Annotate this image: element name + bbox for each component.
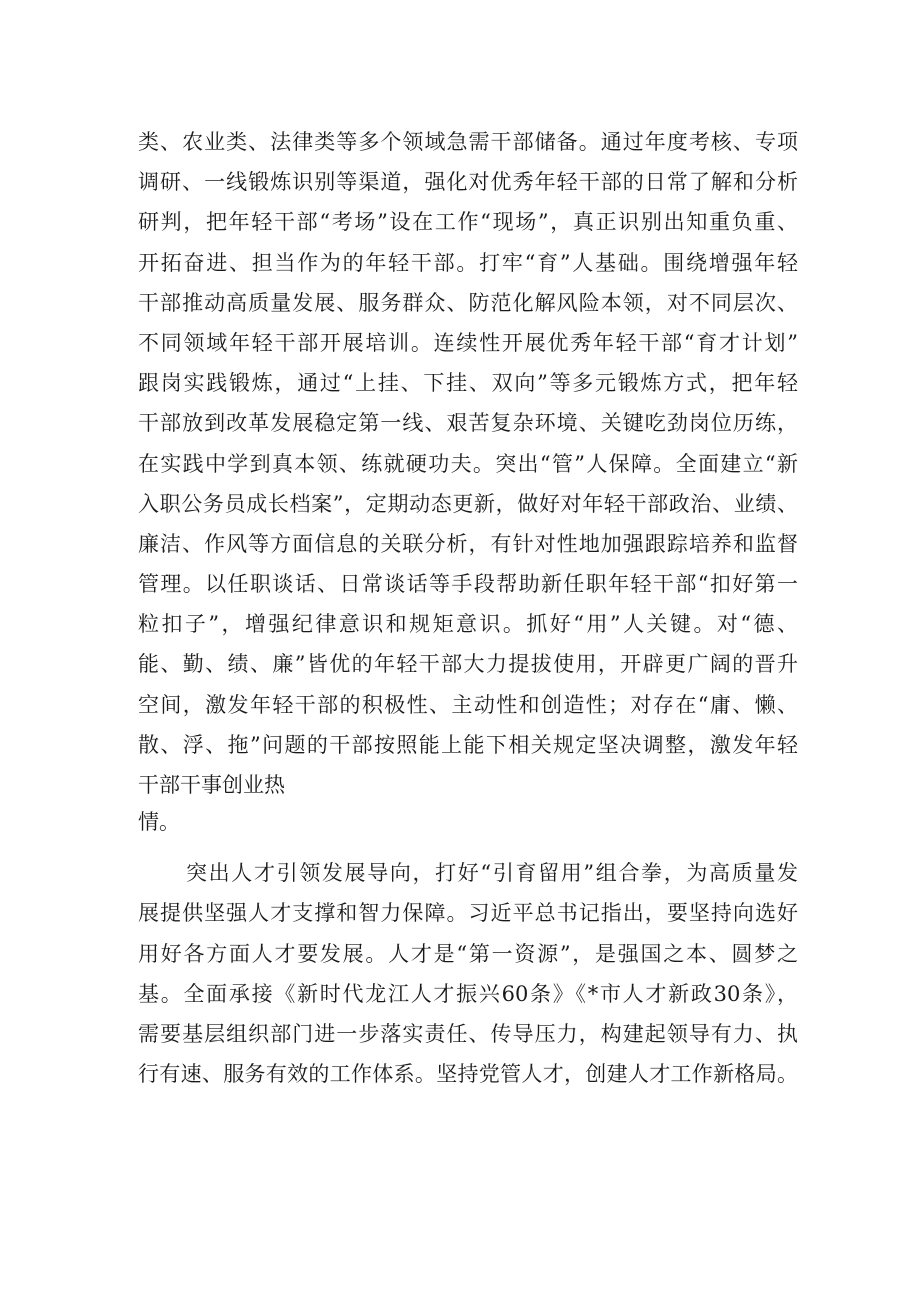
text-line: 跟岗实践锻炼，通过“上挂、下挂、双向”等多元锻炼方式，把年轻 [138, 371, 798, 396]
text-line: 散、浮、拖”问题的干部按照能上能下相关规定坚决调整，激发年轻 [138, 732, 798, 757]
text-line: 需要基层组织部门进一步落实责任、传导压力，构建起领导有力、执 [138, 1021, 798, 1046]
document-body [138, 122, 798, 1094]
text-line: 类、农业类、法律类等多个领域急需干部储备。通过年度考核、专项 [138, 130, 798, 154]
text-line: 展提供坚强人才支撑和智力保障。习近平总书记指出，要坚持向选好 [138, 901, 798, 926]
text-line: 调研、一线锻炼识别等渠道，强化对优秀年轻干部的日常了解和分析 [138, 170, 798, 195]
paragraph-2 [138, 853, 798, 1094]
text-line: 空间，激发年轻干部的积极性、主动性和创造性；对存在“庸、懒、 [138, 692, 798, 717]
text-line: 行有速、服务有效的工作体系。坚持党管人才，创建人才工作新格局。 [138, 1062, 798, 1087]
text-line: 情。 [138, 810, 180, 835]
text-line: 入职公务员成长档案”，定期动态更新，做好对年轻干部政治、业绩、 [138, 491, 798, 516]
text-line: 突出人才引领发展导向，打好“引育留用”组合拳，为高质量发 [186, 861, 798, 886]
text-line: 研判，把年轻干部“考场”设在工作“现场”，真正识别出知重负重、 [138, 210, 798, 235]
text-line: 开拓奋进、担当作为的年轻干部。打牢“育”人基础。围绕增强年轻 [138, 250, 798, 275]
text-line: 干部干事创业热 [138, 773, 285, 797]
text-line: 基。全面承接《新时代龙江人才振兴60条》《*市人才新政30条》， [138, 981, 798, 1006]
text-line: 干部推动高质量发展、服务群众、防范化解风险本领，对不同层次、 [138, 290, 798, 315]
text-line: 能、勤、绩、廉”皆优的年轻干部大力提拔使用，开辟更广阔的晋升 [138, 652, 798, 677]
text-line: 粒扣子”，增强纪律意识和规矩意识。抓好“用”人关键。对“德、 [138, 612, 798, 637]
paragraph-gap [138, 839, 798, 853]
paragraph-1 [138, 122, 798, 839]
text-line: 在实践中学到真本领、练就硬功夫。突出“管”人保障。全面建立“新 [138, 451, 798, 476]
text-line: 廉洁、作风等方面信息的关联分析，有针对性地加强跟踪培养和监督 [138, 531, 798, 556]
text-line: 不同领域年轻干部开展培训。连续性开展优秀年轻干部“育才计划” [138, 330, 798, 355]
text-line: 干部放到改革发展稳定第一线、艰苦复杂环境、关键吃劲岗位历练， [138, 411, 798, 436]
text-line: 管理。以任职谈话、日常谈话等手段帮助新任职年轻干部“扣好第一 [138, 572, 798, 597]
text-line: 用好各方面人才要发展。人才是“第一资源”，是强国之本、圆梦之 [138, 941, 798, 966]
